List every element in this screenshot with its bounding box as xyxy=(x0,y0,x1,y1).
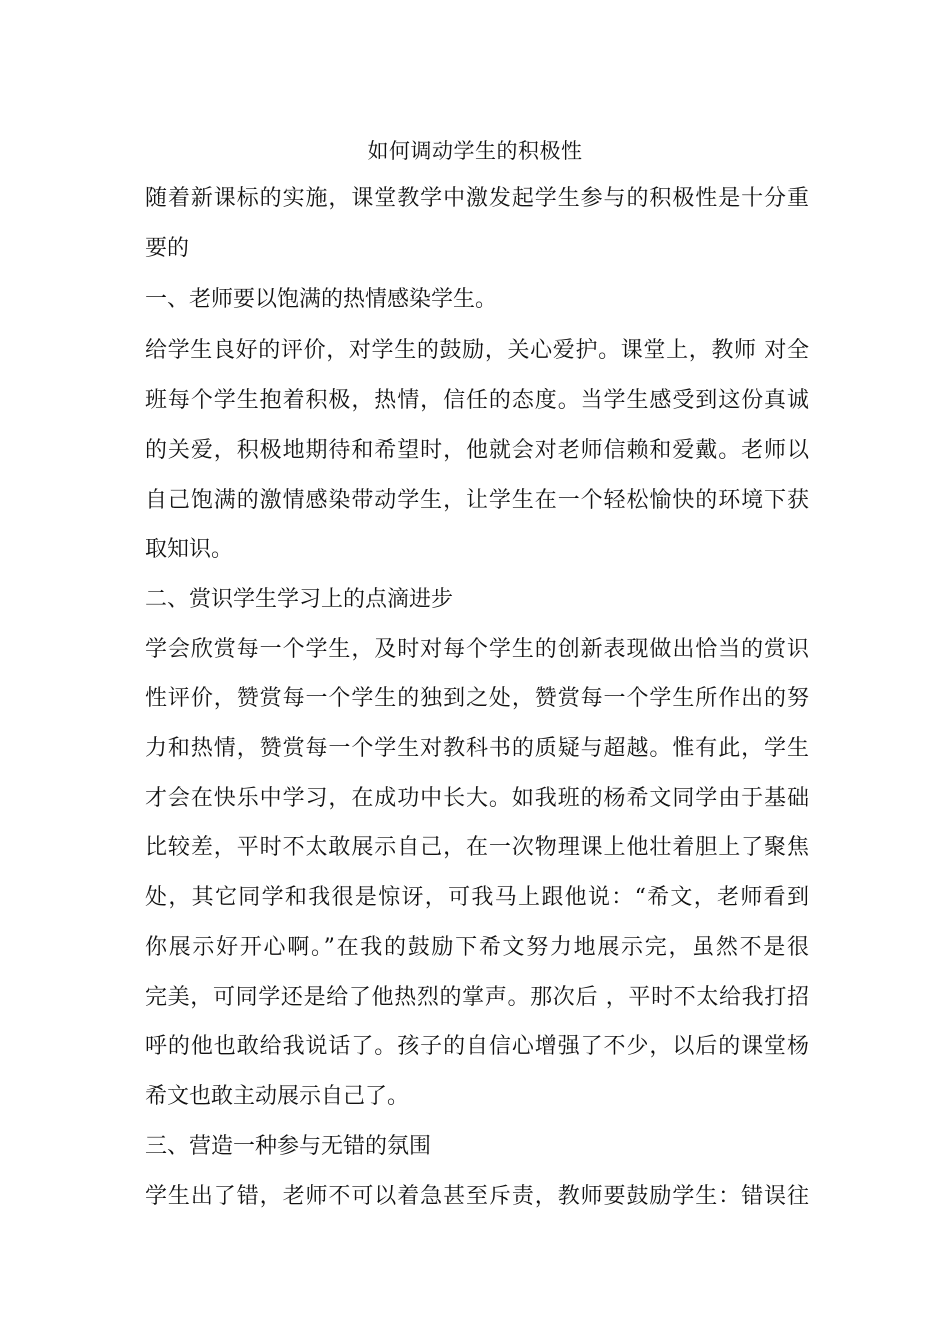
text-line: 随着新课标的实施，课堂教学中激发起学生参与的积极性是十分重 xyxy=(145,186,809,211)
text-line: 力和热情，赞赏每一个学生对教科书的质疑与超越。惟有此，学生 xyxy=(145,736,809,761)
text-line: 处，其它同学和我很是惊讶，可我马上跟他说：“希文，老师看到 xyxy=(145,885,809,910)
text-line: 性评价，赞赏每一个学生的独到之处，赞赏每一个学生所作出的努 xyxy=(145,686,809,711)
text-line: 给学生良好的评价，对学生的鼓励，关心爱护。课堂上，教师 对全 xyxy=(145,338,809,363)
text-line: 才会在快乐中学习，在成功中长大。如我班的杨希文同学由于基础 xyxy=(145,786,809,811)
text-line: 呼的他也敢给我说话了。孩子的自信心增强了不少，以后的课堂杨 xyxy=(145,1034,809,1059)
section-heading-1: 一、老师要以饱满的热情感染学生。 xyxy=(145,287,498,312)
text-line: 的关爱，积极地期待和希望时，他就会对老师信赖和爱戴。老师以 xyxy=(145,438,809,463)
text-line: 自己饱满的激情感染带动学生，让学生在一个轻松愉快的环境下获 xyxy=(145,488,809,513)
text-line: 取知识。 xyxy=(145,537,234,562)
text-line: 完美，可同学还是给了他热烈的掌声。那次后 ，平时不太给我打招 xyxy=(145,985,809,1010)
document-title: 如何调动学生的积极性 xyxy=(367,139,583,163)
text-line: 班每个学生抱着积极，热情，信任的态度。当学生感受到这份真诚 xyxy=(145,388,809,413)
text-line: 比较差，平时不太敢展示自己，在一次物理课上他壮着胆上了聚焦 xyxy=(145,835,809,860)
text-line: 学生出了错，老师不可以着急甚至斥责，教师要鼓励学生：错误往 xyxy=(145,1184,809,1209)
section-heading-3: 三、营造一种参与无错的氛围 xyxy=(145,1134,432,1159)
text-line: 要的 xyxy=(145,236,190,261)
text-line: 你展示好开心啊。”在我的鼓励下希文努力地展示完，虽然不是很 xyxy=(145,935,809,960)
text-line: 学会欣赏每一个学生，及时对每个学生的创新表现做出恰当的赏识 xyxy=(145,637,809,662)
text-line: 希文也敢主动展示自己了。 xyxy=(145,1084,410,1109)
section-heading-2: 二、赏识学生学习上的点滴进步 xyxy=(145,587,454,612)
